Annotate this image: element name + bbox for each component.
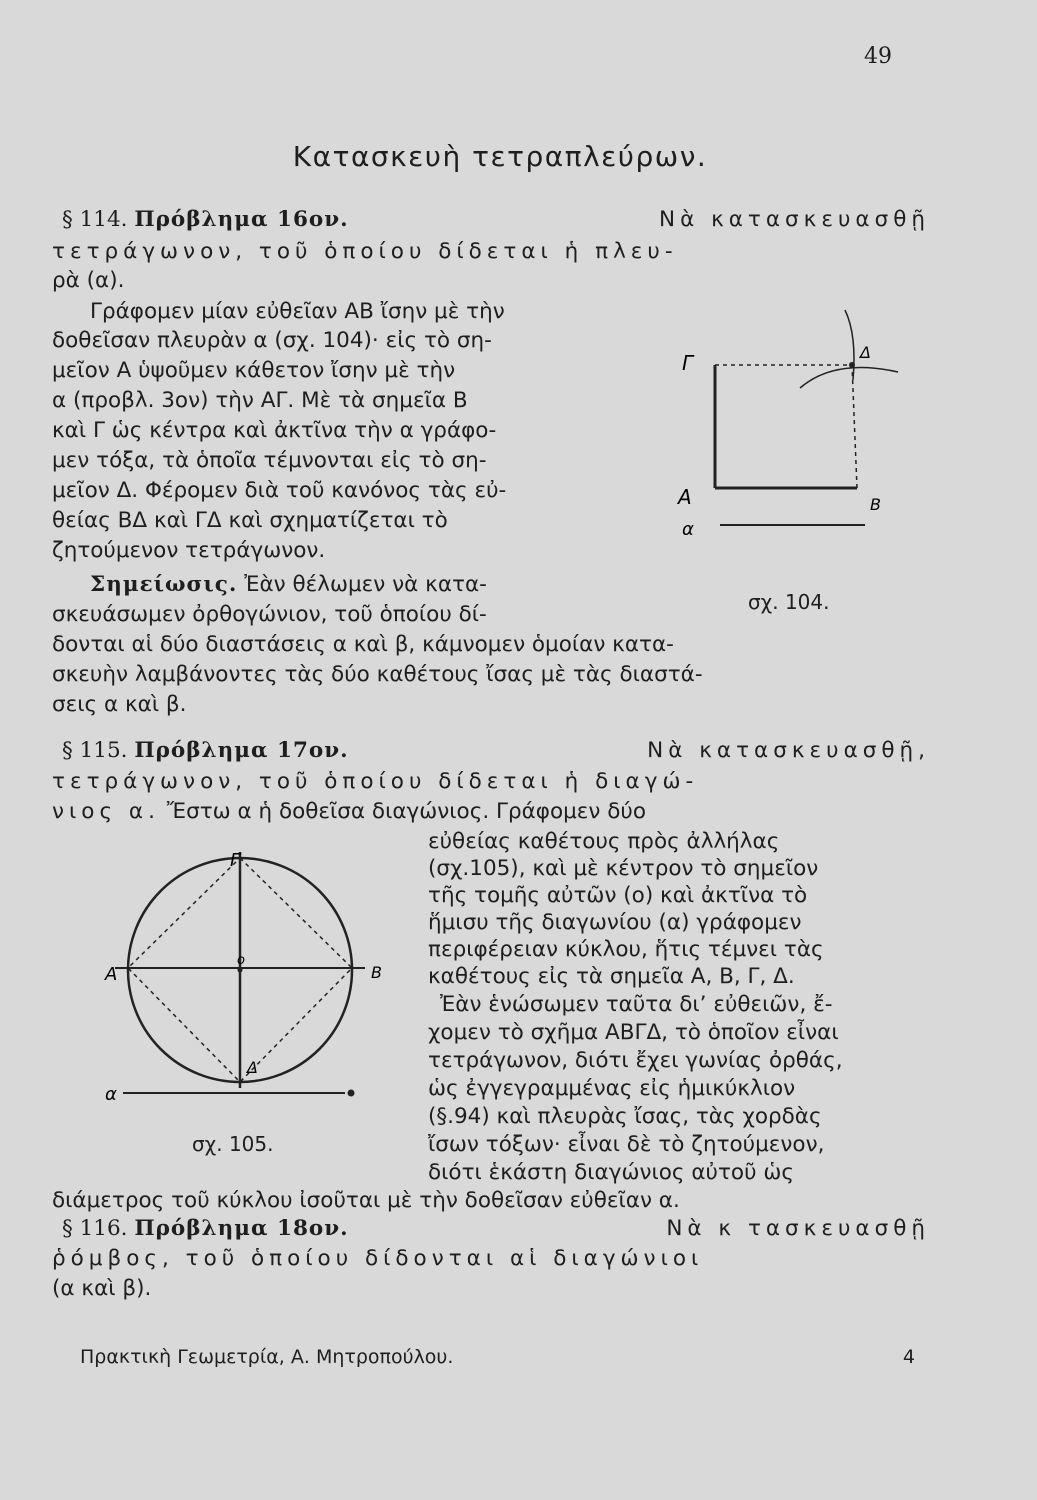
note-label: Σημείωσις. (90, 572, 238, 597)
label-alpha: α (682, 519, 694, 540)
s115-number: § 115. (62, 738, 128, 763)
s115-body-line: ὡς ἐγγεγραμμένας εἰς ἡμικύκλιον (428, 1076, 796, 1101)
point-d (849, 362, 855, 368)
s114-line3: ρὰ (α). (52, 268, 125, 293)
page-footer (80, 1346, 915, 1368)
label-a: Α (105, 964, 118, 985)
s115-body-line: (§.94) καὶ πλευρὰς ἴσας, τὰς χορδὰς (428, 1104, 822, 1129)
s115-body-line: περιφέρειαν κύκλου, ἥτις τέμνει τὰς (428, 937, 824, 962)
s114-body-line: μεῖον Α ὑψοῦμεν κάθετον ἴσην μὲ τὴν (52, 358, 456, 383)
label-d: Δ (247, 1058, 258, 1077)
s115-last-line: διάμετρος τοῦ κύκλου ἰσοῦται μὲ τὴν δοθεῖσαν εὐθεῖαν α. (52, 1188, 680, 1213)
figure-104-caption: σχ. 104. (748, 590, 830, 614)
segment-endpoint (348, 1090, 355, 1097)
s115-body-line: εὐθείας καθέτους πρὸς ἀλλήλας (428, 829, 780, 854)
s114-line2: τετράγωνον, τοῦ ὁποίου δίδεται ἡ πλευ- (52, 239, 678, 264)
s115-body-line: τετράγωνον, διότι ἔχει γωνίας ὀρθάς, (428, 1048, 843, 1073)
label-g: Γ (682, 351, 694, 375)
s114-body-line: μεν τόξα, τὰ ὁποῖα τέμνονται εἰς τὸ ση- (52, 448, 487, 473)
label-d: Δ (860, 343, 871, 362)
s114-note-line4: σκευὴν λαμβάνοντες τὰς δύο καθέτους ἴσας μὲ τὰς διαστά- (52, 662, 703, 687)
s115-body-line: καθέτους εἰς τὰ σημεῖα Α, Β, Γ, Δ. (428, 964, 795, 989)
s115-body-line: διότι ἑκάστη διαγώνιος αὐτοῦ ὡς (428, 1160, 794, 1185)
s116-problem-label: Πρόβλημα 18ον. (134, 1216, 349, 1241)
s114-note-line5: σεις α καὶ β. (52, 692, 187, 717)
s115-heading-line (62, 736, 930, 766)
s115-body-line: χομεν τὸ σχῆμα ΑΒΓΔ, τὸ ὁποῖον εἶναι (428, 1020, 839, 1045)
s115-body-line: ἴσων τόξων· εἶναι δὲ τὸ ζητούμενον, (428, 1132, 825, 1157)
arc-from-b (845, 310, 854, 380)
s116-heading-line (62, 1214, 930, 1244)
figure-105-caption: σχ. 105. (192, 1132, 274, 1156)
s114-note-line2: σκευάσωμεν ὀρθογώνιον, τοῦ ὁποίου δί- (52, 602, 487, 627)
label-b: Β (870, 495, 881, 514)
s115-line3b: Ἔστω α ἡ δοθεῖσα διαγώνιος. Γράφομεν δύο (166, 799, 647, 824)
s116-line3: (α καὶ β). (52, 1276, 152, 1301)
s114-note-line3: δονται αἱ δύο διαστάσεις α καὶ β, κάμνομεν ὁμοίαν κατα- (52, 632, 674, 657)
page-number: 49 (864, 44, 892, 69)
note-text: Ἐὰν θέλωμεν νὰ κατα- (244, 572, 487, 597)
s115-line1: Νὰ κατασκευασθῇ, (647, 738, 930, 763)
s114-body-line: ζητούμενον τετράγωνον. (52, 538, 326, 563)
s116-line2: ῥόμβος, τοῦ ὁποίου δίδονται αἱ διαγώνιοι (52, 1246, 704, 1271)
s116-number: § 116. (62, 1216, 128, 1241)
s114-heading-line (62, 205, 930, 235)
s115-problem-label: Πρόβλημα 17ον. (134, 738, 349, 763)
s114-body-line: μεῖον Δ. Φέρομεν διὰ τοῦ κανόνος τὰς εὐ- (52, 478, 507, 503)
label-a: Α (678, 485, 692, 509)
figure-104 (660, 310, 930, 550)
label-b: Β (371, 963, 382, 982)
s114-body-line: θείας ΒΔ καὶ ΓΔ καὶ σχηματίζεται τὸ (52, 508, 448, 533)
arc-from-g (800, 368, 898, 388)
point-o (238, 968, 243, 973)
s114-body-line: α (προβλ. 3ον) τὴν ΑΓ. Μὲ τὰ σημεῖα Β (52, 388, 468, 413)
s114-body-line: Γράφομεν μίαν εὐθεῖαν ΑΒ ἴσην μὲ τὴν (90, 299, 505, 324)
s114-line1: Νὰ κατασκευασθῇ (659, 207, 930, 232)
section-title: Κατασκευὴ τετραπλεύρων. (292, 140, 708, 173)
s115-body-line: τῆς τομῆς αὐτῶν (ο) καὶ ἀκτῖνα τὸ (428, 883, 808, 908)
footer-book-title: Πρακτικὴ Γεωμετρία, Α. Μητροπούλου. (80, 1346, 454, 1368)
s115-body-line: (σχ.105), καὶ μὲ κέντρον τὸ σημεῖον (428, 856, 819, 881)
label-o: ο (237, 953, 245, 968)
s115-line2: τετράγωνον, τοῦ ὁποίου δίδεται ἡ διαγώ- (52, 769, 699, 794)
s114-body-line: καὶ Γ ὡς κέντρα καὶ ἀκτῖνα τὴν α γράφο- (52, 418, 497, 443)
footer-sheet-number: 4 (902, 1346, 915, 1368)
side-bd (852, 365, 857, 488)
figure-105 (95, 840, 395, 1110)
s115-body-line: Ἐὰν ἑνώσωμεν ταῦτα δι’ εὐθειῶν, ἔ- (440, 992, 833, 1017)
s114-note-line1 (90, 570, 487, 600)
s114-number: § 114. (62, 207, 128, 232)
s115-line3 (52, 797, 646, 827)
s114-problem-label: Πρόβλημα 16ον. (134, 207, 349, 232)
label-alpha: α (105, 1084, 117, 1105)
s114-body-line: δοθεῖσαν πλευρὰν α (σχ. 104)· εἰς τὸ ση- (52, 328, 492, 353)
s115-line3a: νιος α. (52, 799, 160, 824)
label-g: Γ (230, 850, 241, 871)
s116-line1: Νὰ κ τασκευασθῇ (666, 1216, 930, 1241)
s115-body-line: ἥμισυ τῆς διαγωνίου (α) γράφομεν (428, 910, 802, 935)
